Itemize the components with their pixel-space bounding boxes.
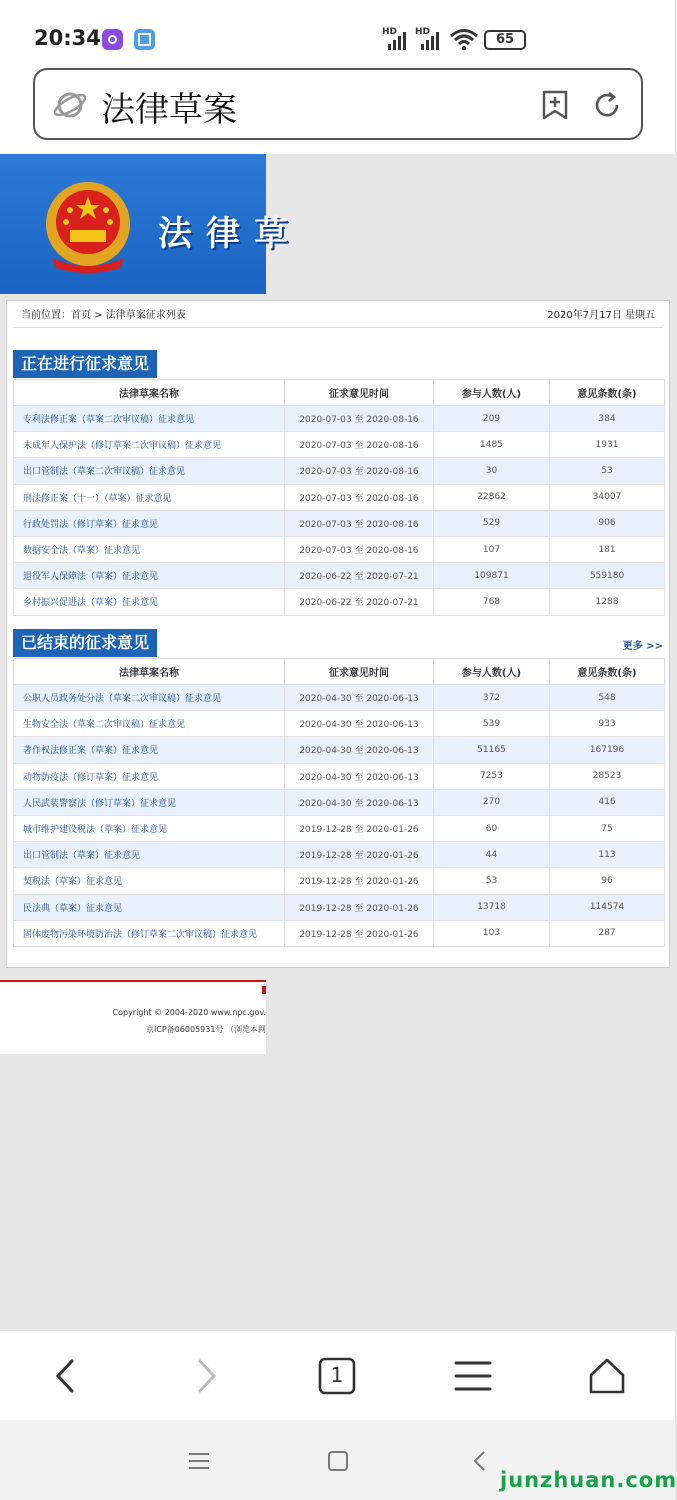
col-header-name: 法律草案名称 xyxy=(14,380,285,406)
period-cell: 2020-04-30 至 2020-06-13 xyxy=(285,789,434,815)
draft-name-link[interactable]: 动物防疫法（修订草案）征求意见 xyxy=(14,763,285,789)
bookmark-add-icon[interactable] xyxy=(541,89,569,121)
col-header-participants: 参与人数(人) xyxy=(434,380,550,406)
table-row xyxy=(14,510,665,536)
period-cell: 2020-04-30 至 2020-06-13 xyxy=(285,711,434,737)
comments-cell: 96 xyxy=(550,868,665,894)
comments-cell: 548 xyxy=(550,685,665,711)
comments-cell: 1931 xyxy=(550,432,665,458)
participants-cell: 22862 xyxy=(434,484,550,510)
signal-hd-label: HD xyxy=(382,27,398,37)
table-header-row xyxy=(14,659,665,685)
table-row xyxy=(14,842,665,868)
comments-cell: 559180 xyxy=(550,563,665,589)
table-row xyxy=(14,432,665,458)
table-row xyxy=(14,536,665,562)
browser-nav-bar xyxy=(0,1330,675,1420)
draft-name-link[interactable]: 契税法（草案）征求意见 xyxy=(14,868,285,894)
table-row xyxy=(14,685,665,711)
table-row xyxy=(14,737,665,763)
status-bar xyxy=(0,0,675,62)
participants-cell: 13718 xyxy=(434,894,550,920)
draft-name-link[interactable]: 城市维护建设税法（草案）征求意见 xyxy=(14,815,285,841)
tabs-button[interactable] xyxy=(312,1353,362,1399)
site-footer xyxy=(0,980,266,1054)
site-banner xyxy=(0,154,302,294)
draft-name-link[interactable]: 数据安全法（草案）征求意见 xyxy=(14,536,285,562)
table-row xyxy=(14,406,665,432)
participants-cell: 270 xyxy=(434,789,550,815)
draft-name-link[interactable]: 专利法修正案（草案二次审议稿）征求意见 xyxy=(14,406,285,432)
menu-icon[interactable] xyxy=(448,1353,498,1399)
battery-icon xyxy=(484,30,526,50)
comments-cell: 114574 xyxy=(550,894,665,920)
reload-icon[interactable] xyxy=(592,90,622,120)
table-header-row xyxy=(14,380,665,406)
cell-signal-icon-2 xyxy=(415,28,443,50)
period-cell: 2019-12-28 至 2020-01-26 xyxy=(285,815,434,841)
icp-text: 京ICP备06005931号 （浏览本网 xyxy=(145,1025,266,1034)
comments-cell: 75 xyxy=(550,815,665,841)
participants-cell: 109871 xyxy=(434,563,550,589)
period-cell: 2020-04-30 至 2020-06-13 xyxy=(285,685,434,711)
table-row xyxy=(14,868,665,894)
comments-cell: 416 xyxy=(550,789,665,815)
period-cell: 2020-07-03 至 2020-08-16 xyxy=(285,536,434,562)
comments-cell: 287 xyxy=(550,920,665,946)
address-bar[interactable] xyxy=(33,68,643,140)
app-notification-icon xyxy=(102,29,123,50)
page-content xyxy=(6,300,670,968)
col-header-period: 征求意见时间 xyxy=(285,380,434,406)
forward-icon[interactable] xyxy=(180,1353,230,1399)
back-icon[interactable] xyxy=(42,1353,92,1399)
period-cell: 2020-04-30 至 2020-06-13 xyxy=(285,763,434,789)
draft-name-link[interactable]: 乡村振兴促进法（草案）征求意见 xyxy=(14,589,285,615)
comments-cell: 906 xyxy=(550,510,665,536)
draft-name-link[interactable]: 人民武装警察法（修订草案）征求意见 xyxy=(14,789,285,815)
participants-cell: 107 xyxy=(434,536,550,562)
status-time: 20:34 xyxy=(34,26,101,50)
breadcrumb-current: 法律草案征求列表 xyxy=(105,310,186,321)
period-cell: 2020-07-03 至 2020-08-16 xyxy=(285,484,434,510)
participants-cell: 7253 xyxy=(434,763,550,789)
participants-cell: 60 xyxy=(434,815,550,841)
draft-name-link[interactable]: 出口管制法（草案）征求意见 xyxy=(14,842,285,868)
period-cell: 2019-12-28 至 2020-01-26 xyxy=(285,842,434,868)
browser-header xyxy=(0,62,675,154)
signal-hd-label-2: HD xyxy=(415,27,431,37)
table-row xyxy=(14,563,665,589)
comments-cell: 34007 xyxy=(550,484,665,510)
comments-cell: 1288 xyxy=(550,589,665,615)
system-back-icon[interactable] xyxy=(465,1446,495,1476)
battery-level: 65 xyxy=(495,32,515,47)
gallery-notification-icon xyxy=(134,29,155,50)
period-cell: 2020-04-30 至 2020-06-13 xyxy=(285,737,434,763)
period-cell: 2019-12-28 至 2020-01-26 xyxy=(285,868,434,894)
comments-cell: 384 xyxy=(550,406,665,432)
banner-title: 法律草 xyxy=(158,214,302,254)
period-cell: 2020-07-03 至 2020-08-16 xyxy=(285,458,434,484)
comments-cell: 53 xyxy=(550,458,665,484)
period-cell: 2020-06-22 至 2020-07-21 xyxy=(285,589,434,615)
table-row xyxy=(14,458,665,484)
period-cell: 2020-07-03 至 2020-08-16 xyxy=(285,510,434,536)
breadcrumb xyxy=(13,304,663,328)
draft-name-link[interactable]: 生物安全法（草案二次审议稿）征求意见 xyxy=(14,711,285,737)
draft-name-link[interactable]: 行政处罚法（修订草案）征求意见 xyxy=(14,510,285,536)
home-icon[interactable] xyxy=(582,1353,632,1399)
col-header-period: 征求意见时间 xyxy=(285,659,434,685)
ongoing-table xyxy=(13,379,665,616)
table-row xyxy=(14,484,665,510)
current-date: 2020年7月17日 星期五 xyxy=(547,310,655,321)
draft-name-link[interactable]: 退役军人保障法（草案）征求意见 xyxy=(14,563,285,589)
col-header-name: 法律草案名称 xyxy=(14,659,285,685)
draft-name-link[interactable]: 固体废物污染环境防治法（修订草案二次审议稿）征求意见 xyxy=(14,920,285,946)
comments-cell: 933 xyxy=(550,711,665,737)
table-row xyxy=(14,711,665,737)
table-row xyxy=(14,920,665,946)
system-home-icon[interactable] xyxy=(323,1446,353,1476)
participants-cell: 53 xyxy=(434,868,550,894)
more-link[interactable]: 更多 >> xyxy=(622,641,663,652)
comments-cell: 113 xyxy=(550,842,665,868)
address-text[interactable]: 法律草案 xyxy=(101,90,237,130)
participants-cell: 44 xyxy=(434,842,550,868)
copyright-text: Copyright © 2004-2020 www.npc.gov. xyxy=(112,1008,266,1017)
draft-name-link[interactable]: 未成年人保护法（修订草案二次审议稿）征求意见 xyxy=(14,432,285,458)
participants-cell: 1485 xyxy=(434,432,550,458)
table-row xyxy=(14,589,665,615)
participants-cell: 768 xyxy=(434,589,550,615)
finished-section-title: 已结束的征求意见 xyxy=(13,629,157,657)
draft-name-link[interactable]: 刑法修正案（十一）（草案）征求意见 xyxy=(14,484,285,510)
participants-cell: 529 xyxy=(434,510,550,536)
watermark-text: junzhuan.com xyxy=(500,1468,677,1492)
participants-cell: 372 xyxy=(434,685,550,711)
breadcrumb-home-link[interactable]: 首页 xyxy=(71,310,91,321)
draft-name-link[interactable]: 著作权法修正案（草案）征求意见 xyxy=(14,737,285,763)
period-cell: 2020-07-03 至 2020-08-16 xyxy=(285,406,434,432)
period-cell: 2019-12-28 至 2020-01-26 xyxy=(285,920,434,946)
ongoing-section-title: 正在进行征求意见 xyxy=(13,350,157,378)
system-nav-bar xyxy=(0,1420,675,1500)
cell-signal-icon xyxy=(382,28,410,50)
period-cell: 2020-06-22 至 2020-07-21 xyxy=(285,563,434,589)
col-header-comments: 意见条数(条) xyxy=(550,659,665,685)
period-cell: 2020-07-03 至 2020-08-16 xyxy=(285,432,434,458)
table-row xyxy=(14,789,665,815)
col-header-comments: 意见条数(条) xyxy=(550,380,665,406)
participants-cell: 30 xyxy=(434,458,550,484)
recents-icon[interactable] xyxy=(184,1446,214,1476)
draft-name-link[interactable]: 民法典（草案）征求意见 xyxy=(14,894,285,920)
finished-table xyxy=(13,658,665,947)
participants-cell: 51165 xyxy=(434,737,550,763)
breadcrumb-label: 当前位置： xyxy=(21,310,71,321)
footer-accent xyxy=(262,986,266,994)
participants-cell: 209 xyxy=(434,406,550,432)
breadcrumb-separator: > xyxy=(91,310,106,321)
national-emblem-icon xyxy=(42,178,134,274)
draft-name-link[interactable]: 出口管制法（草案二次审议稿）征求意见 xyxy=(14,458,285,484)
comments-cell: 167196 xyxy=(550,737,665,763)
col-header-participants: 参与人数(人) xyxy=(434,659,550,685)
participants-cell: 103 xyxy=(434,920,550,946)
table-row xyxy=(14,815,665,841)
participants-cell: 539 xyxy=(434,711,550,737)
table-row xyxy=(14,763,665,789)
draft-name-link[interactable]: 公职人员政务处分法（草案二次审议稿）征求意见 xyxy=(14,685,285,711)
breadcrumb-path xyxy=(21,304,186,328)
wifi-icon xyxy=(449,28,479,50)
comments-cell: 28523 xyxy=(550,763,665,789)
comments-cell: 181 xyxy=(550,536,665,562)
table-row xyxy=(14,894,665,920)
planet-icon xyxy=(53,88,87,122)
tab-count: 1 xyxy=(330,1363,344,1387)
period-cell: 2019-12-28 至 2020-01-26 xyxy=(285,894,434,920)
